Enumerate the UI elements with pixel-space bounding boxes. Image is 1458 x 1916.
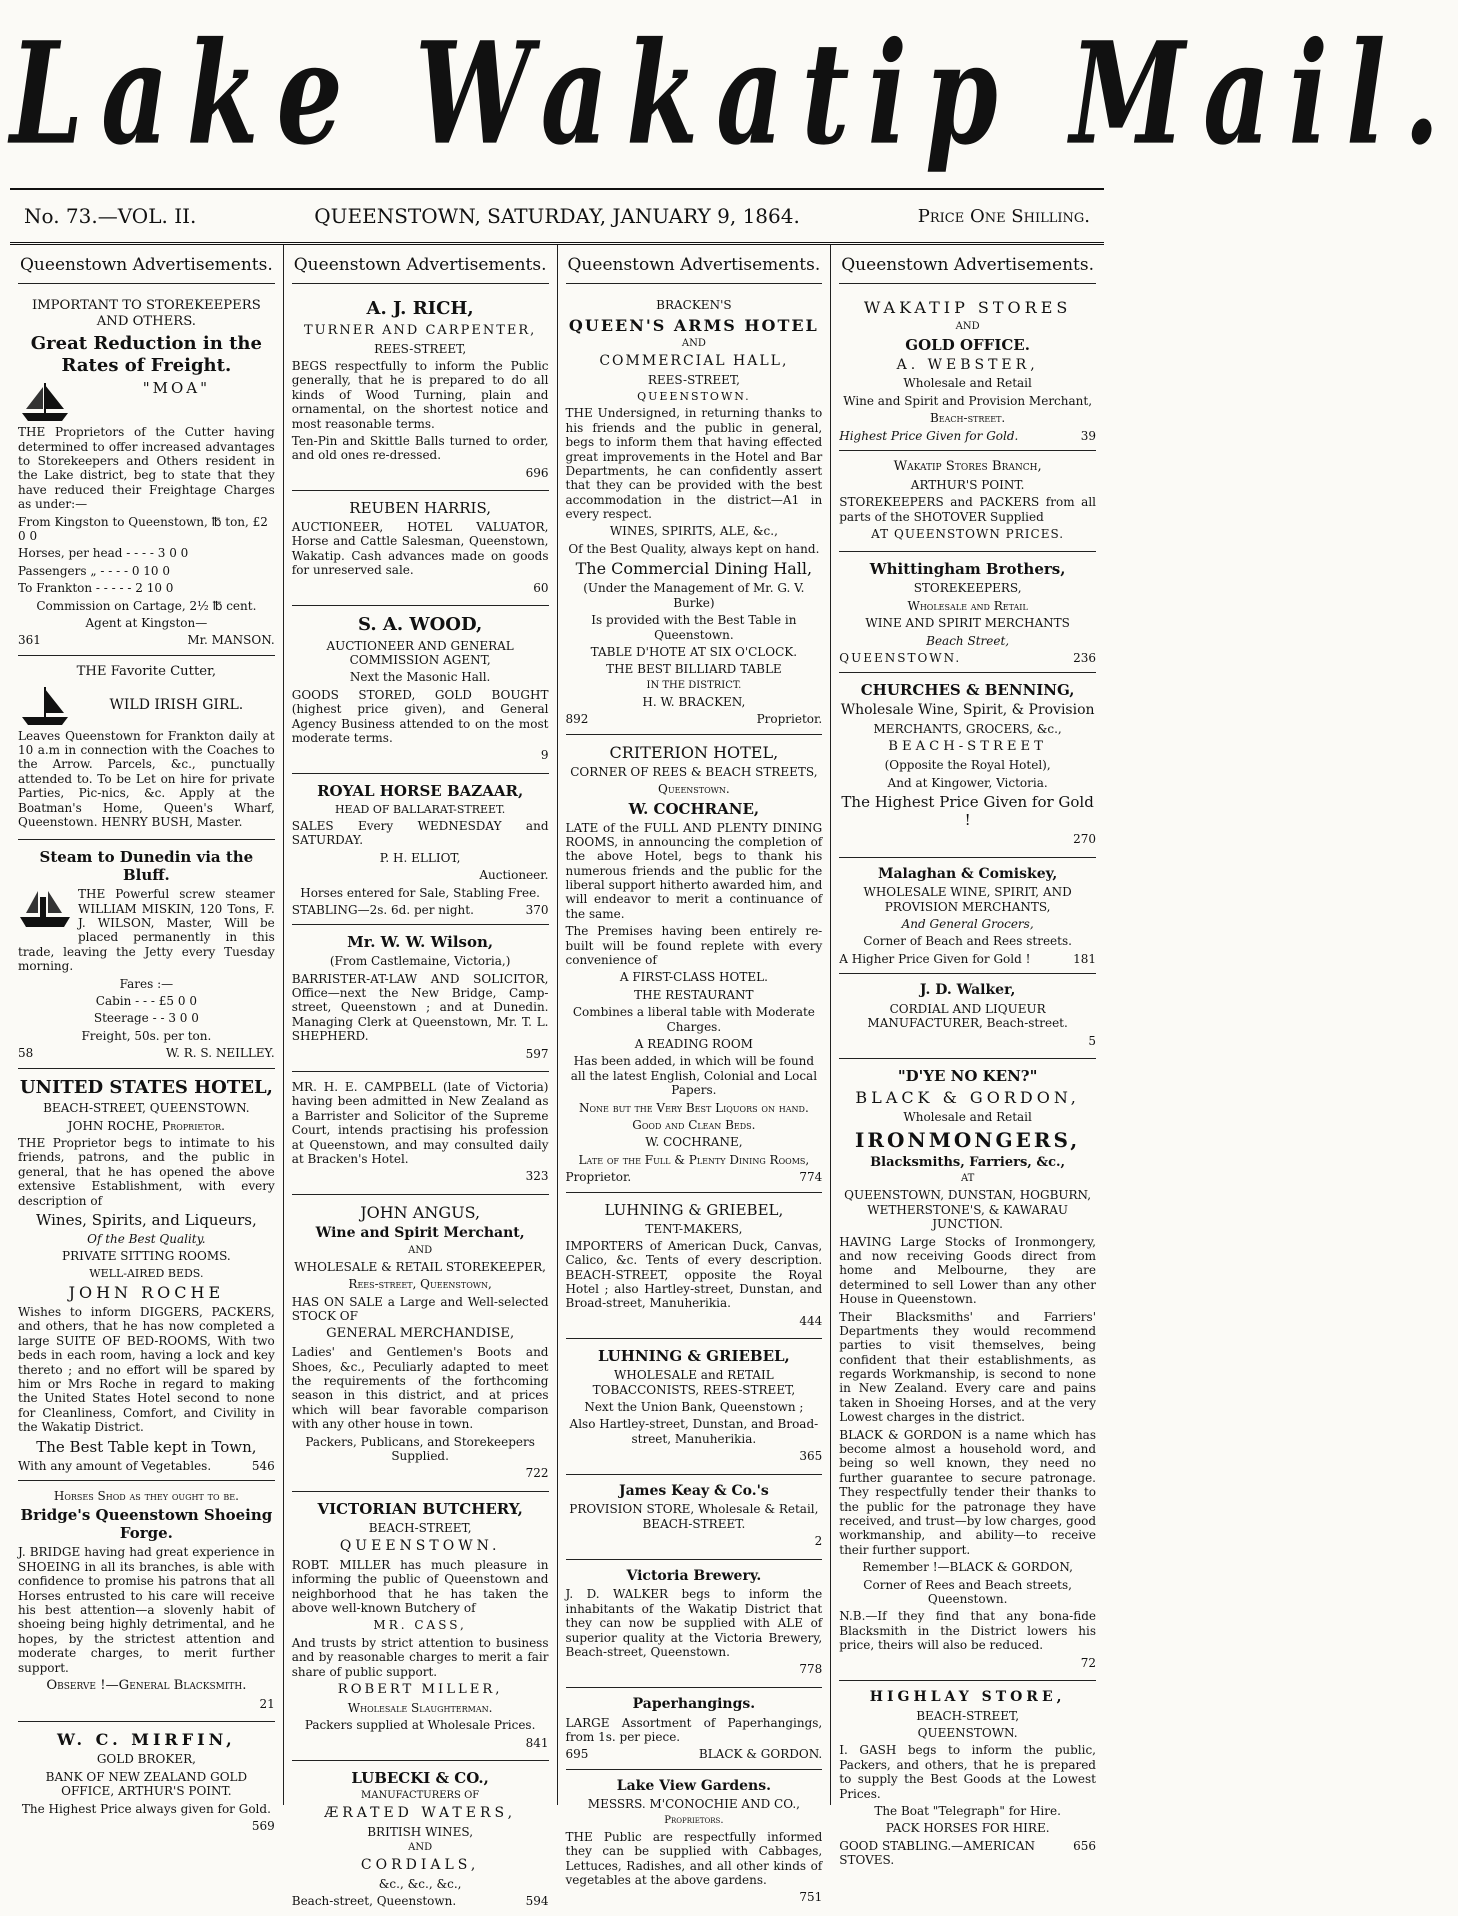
ad-mirfin <box>18 1722 275 1843</box>
ad-churches-benning <box>839 673 1096 857</box>
ad-title: Malaghan & Comiskey, <box>877 865 1058 882</box>
ad-body: GOODS STORED, GOLD BOUGHT (highest price given), and General Agency Business attended to on the most moderate terms. <box>291 687 549 745</box>
ad-line: Late of the Full & Plenty Dining Rooms, <box>578 1152 810 1167</box>
ad-role: Proprietors. <box>664 1814 724 1826</box>
ad-steam-dunedin <box>18 840 275 1068</box>
ad-line: Remember !—BLACK & GORDON, <box>862 1560 1073 1575</box>
ad-lubecki <box>292 1761 549 1916</box>
ad-line: Combines a liberal table with Moderate Charges. <box>572 1005 815 1034</box>
ad-subtitle: Wholesale and Retail <box>903 1110 1032 1125</box>
ad-line: (Opposite the Royal Hotel), <box>884 758 1051 773</box>
ad-line: AT <box>960 1173 975 1185</box>
steamer-icon <box>18 887 72 931</box>
ad-subtitle: (From Castlemaine, Victoria,) <box>329 954 511 969</box>
ad-subtitle: ARTHUR'S POINT. <box>910 477 1025 492</box>
newspaper-title: Lake Wakatip Mail. <box>10 10 1458 177</box>
ad-subtitle: The Commercial Dining Hall, <box>575 559 813 579</box>
ad-number: 21 <box>259 1696 275 1711</box>
ad-queens-arms <box>566 290 823 734</box>
ad-address: Beach Street, <box>926 633 1010 648</box>
ad-subtitle: MESSRS. M'CONOCHIE AND CO., <box>587 1797 800 1812</box>
ad-line: Horses entered for Sale, Stabling Free. <box>300 885 540 900</box>
ad-line: Wines, Spirits, and Liqueurs, <box>35 1210 257 1229</box>
ad-line: &c., &c., &c., <box>378 1876 462 1891</box>
ad-heading: "D'YE NO KEN?" <box>897 1067 1038 1086</box>
ad-subtitle: Wine and Spirit Merchant, <box>315 1224 525 1241</box>
ad-title: BLACK & GORDON, <box>855 1088 1080 1108</box>
ad-body: J. D. WALKER begs to inform the inhabitants of the Wakatip District that they can now be supplied with ALE of superior quality at the Victoria Brewery, Beach-street, Queenstown. <box>565 1587 823 1659</box>
rate-line: To Frankton - - - - - 2 10 0 <box>18 581 174 596</box>
ad-title: JOHN ANGUS, <box>360 1202 481 1222</box>
ad-title: Victoria Brewery. <box>626 1567 762 1584</box>
ad-body: WHOLESALE and RETAIL TOBACCONISTS, REES-STREET, <box>592 1368 796 1397</box>
ad-line: AND <box>408 1842 433 1854</box>
ad-address: BEACH-STREET, <box>368 1520 472 1535</box>
ad-line: IN THE DISTRICT. <box>646 679 742 691</box>
vessel-name: "MOA" <box>142 379 211 398</box>
ad-line: Of the Best Quality, always kept on hand. <box>568 541 820 556</box>
ad-body: BARRISTER-AT-LAW AND SOLICITOR, Office—next the New Bridge, Camp-street, Queenstown ; and at Dunedin. Managing Clerk at Queenstown, Mr. T. L. SHEPHERD. <box>291 971 549 1044</box>
ad-number: 9 <box>540 748 549 763</box>
ad-body: HAS ON SALE a Large and Well-selected STOCK OF <box>291 1294 549 1323</box>
column-heading: Queenstown Advertisements. <box>839 245 1096 284</box>
ad-body: THE Powerful screw steamer WILLIAM MISKIN, 120 Tons, F. J. WILSON, Master, Will be placed permanently in this trade, leaving the Jetty every Tuesday morning. <box>18 887 275 974</box>
ad-subtitle: STOREKEEPERS, <box>913 581 1022 596</box>
ad-body: Wine and Spirit and Provision Merchant, <box>843 393 1093 408</box>
ship-icon <box>18 683 72 727</box>
ad-wakatip-stores <box>839 290 1096 451</box>
ad-subtitle: Blacksmiths, Farriers, &c., <box>870 1154 1066 1170</box>
ad-body: SALES Every WEDNESDAY and SATURDAY. <box>291 818 549 848</box>
ad-title: QUEEN'S ARMS HOTEL <box>568 315 819 335</box>
ad-line: TABLE D'HOTE AT SIX O'CLOCK. <box>590 645 798 659</box>
ad-line: AND <box>408 1244 433 1256</box>
ad-body: J. BRIDGE having had great experience in SHOEING in all its branches, is able with confidence to promise his patrons that all Horses entrusted to his care will receive his best attention—a slovenly habit of shoeing being highly detrimental, and he hopes, by the strictest attention and moderate charges, to merit further support. <box>18 1545 275 1675</box>
ad-horse-bazaar <box>292 774 549 926</box>
ad-number: 236 <box>1073 650 1096 665</box>
place-date: QUEENSTOWN, SATURDAY, JANUARY 9, 1864. <box>314 204 800 228</box>
ad-body: And trusts by strict attention to business and by reasonable charges to merit a fair share of public support. <box>291 1635 549 1679</box>
ad-line: ÆRATED WATERS, <box>324 1805 517 1821</box>
ad-title: LUHNING & GRIEBEL, <box>597 1347 790 1366</box>
ad-line: THE BEST BILLIARD TABLE <box>606 662 782 677</box>
ad-line: Is provided with the Best Table in Queenstown. <box>591 613 797 642</box>
ad-number: 444 <box>799 1313 823 1328</box>
ad-black-gordon <box>839 1059 1096 1681</box>
ad-line: WELL-AIRED BEDS. <box>89 1266 204 1280</box>
ad-line: None but the Very Best Liquors on hand. <box>578 1100 809 1115</box>
ad-name: BLACK & GORDON. <box>698 1747 823 1762</box>
ad-role: Wholesale Slaughterman. <box>347 1700 493 1715</box>
ad-address: Next the Masonic Hall. <box>349 670 491 685</box>
ad-address: CORNER OF REES & BEACH STREETS, <box>570 764 818 779</box>
masthead <box>10 0 1458 190</box>
ad-line: CORDIALS, <box>360 1857 480 1874</box>
ad-title: J. D. Walker, <box>919 982 1016 999</box>
ad-number: 722 <box>525 1466 549 1481</box>
ad-body: ROBT. MILLER has much pleasure in informing the public of Queenstown and neighborhood that he has taken the above well-known Butchery of <box>291 1557 549 1616</box>
ad-address: BEACH-STREET, QUEENSTOWN. <box>43 1101 250 1116</box>
ad-line: And General Grocers, <box>901 917 1034 932</box>
ship-icon <box>18 379 72 423</box>
ad-number: 361 <box>18 633 41 648</box>
ad-body: WHOLESALE WINE, SPIRIT, AND PROVISION MERCHANTS, <box>863 885 1072 914</box>
ad-line: With any amount of Vegetables. <box>18 1458 212 1473</box>
ad-malaghan <box>839 858 1096 975</box>
column-4 <box>831 245 1104 1868</box>
ad-title: A. J. RICH, <box>366 298 474 320</box>
ad-line: The Highest Price Given for Gold ! <box>841 793 1094 830</box>
ad-subtitle: Wholesale and Retail <box>903 376 1032 391</box>
ad-title: Bridge's Queenstown Shoeing Forge. <box>20 1506 273 1543</box>
ad-title: Great Reduction in the Rates of Freight. <box>30 333 262 376</box>
ad-body: THE Proprietor begs to intimate to his friends, patrons, and the public in general, that he has opened the above extensive Establishment, with every description of <box>18 1135 275 1208</box>
ad-title: HIGHLAY STORE, <box>869 1688 1066 1705</box>
ad-line: The Highest Price always given for Gold. <box>21 1801 271 1816</box>
column-2 <box>284 245 558 1909</box>
ad-line: GOOD STABLING.—AMERICAN STOVES. <box>839 1838 1036 1868</box>
ad-number: 2 <box>814 1534 823 1549</box>
ad-subtitle: WHOLESALE & RETAIL STOREKEEPER, <box>294 1259 546 1274</box>
ad-address: BEACH-STREET <box>888 739 1047 755</box>
ad-address: Corner of Beach and Rees streets. <box>863 934 1072 949</box>
ad-title: Whittingham Brothers, <box>869 560 1066 579</box>
ad-whittingham <box>839 552 1096 673</box>
ad-subtitle: Wholesale and Retail <box>907 598 1028 613</box>
ad-role: Proprietor. <box>756 712 823 727</box>
ad-body: THE Proprietors of the Cutter having determined to offer increased advantages to Storekeepers and Others resident in the Lake district, beg to state that they have reduced their Freightage Charges as under:— <box>18 425 275 512</box>
agent-line: Agent at Kingston— <box>85 615 208 630</box>
ad-jd-walker <box>839 974 1096 1059</box>
ad-shoeing-forge <box>18 1481 275 1722</box>
ad-address: Beach-street, Queenstown. <box>291 1894 457 1909</box>
ad-line: GENERAL MERCHANDISE, <box>326 1326 515 1342</box>
rate-line: From Kingston to Queenstown, ℔ ton, £2 0 0 <box>18 514 268 543</box>
fare-line: Freight, 50s. per ton. <box>81 1028 212 1043</box>
ad-subtitle: TENT-MAKERS, <box>645 1221 743 1236</box>
ad-luhning-tobacco <box>566 1339 823 1474</box>
ad-body: IMPORTERS of American Duck, Canvas, Calico, &c. Tents of every description. BEACH-STREET, opposite the Royal Hotel ; also Hartley-street, Dunstan, and Broad-street, Manuherikia. <box>565 1238 823 1311</box>
agent-name: Mr. MANSON. <box>187 633 275 648</box>
ad-number: 841 <box>525 1735 549 1750</box>
rate-line: Passengers „ - - - - 0 10 0 <box>18 563 171 578</box>
ad-name: A. WEBSTER, <box>896 356 1039 373</box>
ad-line: Next the Union Bank, Queenstown ; <box>584 1400 804 1415</box>
ad-body: The Premises having been entirely re-built will be found replete with every convenience of <box>565 924 823 968</box>
ad-criterion <box>566 735 823 1193</box>
ad-body: I. GASH begs to inform the public, Packers, and others, that he is prepared to supply the Best Goods at the Lowest Prices. <box>839 1743 1096 1801</box>
ad-campbell <box>292 1072 549 1195</box>
ad-wood <box>292 606 549 774</box>
ad-number: 597 <box>525 1046 549 1061</box>
ad-body: BLACK & GORDON is a name which has become almost a household word, and being so well known, they need no further guarantee to secure patronage. They respectfully tender their thanks to the public for the patronage they have received, and trust—by low charges, good workmanship, and ability—to receive their further support. <box>839 1427 1096 1557</box>
ad-line: MR. CASS, <box>373 1618 467 1633</box>
issue-number: No. 73.—VOL. II. <box>24 204 197 228</box>
ad-line: (Under the Management of Mr. G. V. Burke) <box>583 581 805 610</box>
ad-number: 58 <box>18 1046 34 1061</box>
ad-rich <box>292 290 549 491</box>
ad-number: 569 <box>251 1818 275 1833</box>
ad-body: Their Blacksmiths' and Farriers' Departments they would recommend parties to visit themselves, being confident that their establishments, as regards Workmanship, is second to none in New Zealand. Every care and pains taken in Shoeing Horses, and at the very Lowest charges in the district. <box>839 1309 1096 1425</box>
column-3 <box>558 245 832 1905</box>
ad-town: QUEENSTOWN. <box>839 650 962 665</box>
ad-address: BEACH-STREET, <box>916 1708 1020 1723</box>
ad-title: James Keay & Co.'s <box>618 1482 769 1499</box>
ad-number: 323 <box>525 1169 549 1184</box>
fare-line: Cabin - - - £5 0 0 <box>95 994 197 1009</box>
ad-line: The Best Table kept in Town, <box>36 1437 257 1456</box>
vessel-name: WILD IRISH GIRL. <box>109 696 244 713</box>
ad-title: LUBECKI & CO., <box>351 1769 489 1787</box>
ad-wakatip-branch <box>839 451 1096 552</box>
ad-role: Auctioneer. <box>479 868 549 883</box>
ad-heading: IMPORTANT TO STOREKEEPERS AND OTHERS. <box>31 298 261 330</box>
ad-title: CHURCHES & BENNING, <box>860 681 1075 700</box>
ad-number: 778 <box>799 1662 823 1677</box>
ad-name: W. COCHRANE, <box>628 799 760 818</box>
price: Price One Shilling. <box>917 205 1090 227</box>
ad-title: Mr. W. W. Wilson, <box>347 933 494 952</box>
ad-address: REES-STREET, <box>374 341 467 356</box>
ad-victorian-butchery <box>292 1492 549 1761</box>
fare-line: Steerage - - 3 0 0 <box>93 1011 199 1026</box>
ad-subtitle: TURNER AND CARPENTER, <box>303 322 537 338</box>
ad-number: 270 <box>1073 832 1096 847</box>
ad-heading: Horses Shod as they ought to be. <box>53 1489 239 1503</box>
ad-body: HAVING Large Stocks of Ironmongery, and now receiving Goods direct from home and Melbourne, they are determined to sell Lower than any other House in Queenstown. <box>839 1234 1096 1307</box>
ad-town: QUEENSTOWN. <box>339 1538 501 1555</box>
ad-number: 751 <box>799 1890 823 1905</box>
ad-subtitle: MERCHANTS, GROCERS, &c., <box>873 722 1062 737</box>
ad-line: A READING ROOM <box>634 1037 753 1051</box>
column-heading: Queenstown Advertisements. <box>292 245 549 284</box>
ad-line: The Boat "Telegraph" for Hire. <box>874 1804 1061 1819</box>
column-heading: Queenstown Advertisements. <box>566 245 823 284</box>
ad-number: 72 <box>1080 1655 1096 1670</box>
ad-number: 695 <box>565 1747 589 1762</box>
ad-body: Leaves Queenstown for Frankton daily at 10 a.m in connection with the Coaches to the Arrow. Parcels, &c., punctually attended to. To be Let on hire for private Parties, Pic-nics, &c. Apply at the Boatman's Home, Queen's Wharf, Queenstown. HENRY BUSH, Master. <box>18 728 275 829</box>
agent-name: W. R. S. NEILLEY. <box>165 1046 275 1061</box>
ad-subtitle: Wholesale Wine, Spirit, & Provision <box>840 702 1095 719</box>
ad-title: S. A. WOOD, <box>358 614 483 636</box>
ad-line: Packers, Publicans, and Storekeepers Supplied. <box>305 1434 535 1463</box>
ad-body: BANK OF NEW ZEALAND GOLD OFFICE, ARTHUR'S POINT. <box>45 1769 248 1799</box>
rate-line: Horses, per head - - - - 3 0 0 <box>18 546 189 561</box>
ad-keay <box>566 1475 823 1560</box>
ad-lake-view-gardens <box>566 1770 823 1915</box>
ad-line: AND <box>681 337 706 349</box>
ad-body: PROVISION STORE, Wholesale & Retail, BEACH-STREET. <box>569 1502 819 1531</box>
ad-town: QUEENSTOWN. <box>637 390 751 404</box>
ad-subtitle: JOHN ROCHE <box>68 1282 225 1302</box>
ad-title: WAKATIP STORES <box>863 298 1072 318</box>
ad-title: ROYAL HORSE BAZAAR, <box>317 781 524 800</box>
ad-title: Paperhangings. <box>632 1695 756 1712</box>
ad-number: 60 <box>533 580 549 595</box>
ad-line: Of the Best Quality. <box>87 1231 206 1246</box>
ad-address: REES-STREET, <box>647 372 740 387</box>
ad-line: Packers supplied at Wholesale Prices. <box>304 1718 536 1733</box>
ad-number: 696 <box>525 465 549 480</box>
ad-line: WINES, SPIRITS, ALE, &c., <box>609 524 778 539</box>
ad-title: Steam to Dunedin via the Bluff. <box>39 848 254 885</box>
ad-line: Has been added, in which will be found all the latest English, Colonial and Local Papers. <box>570 1054 818 1098</box>
ad-proprietor: JOHN ROCHE, Proprietor. <box>67 1118 225 1133</box>
ad-title: W. C. MIRFIN, <box>57 1730 236 1750</box>
ad-name: P. H. ELLIOT, <box>379 850 461 865</box>
ad-heading: THE Favorite Cutter, <box>76 663 217 679</box>
ad-title: Wakatip Stores Branch, <box>893 458 1042 474</box>
ad-body: Ten-Pin and Skittle Balls turned to order, and old ones re-dressed. <box>291 433 549 463</box>
ad-united-states-hotel <box>18 1069 275 1481</box>
ad-line: A FIRST-CLASS HOTEL. <box>619 970 768 985</box>
ad-line: THE RESTAURANT <box>634 987 754 1002</box>
ad-line: Good and Clean Beds. <box>632 1117 756 1132</box>
column-heading: Queenstown Advertisements. <box>18 245 275 284</box>
ad-address: Corner of Rees and Beach streets, Queenstown. <box>863 1577 1072 1606</box>
ad-title: VICTORIAN BUTCHERY, <box>317 1499 523 1518</box>
fares-label: Fares :— <box>119 976 174 991</box>
ad-number: 370 <box>525 902 549 917</box>
ad-line: N.B.—If they find that any bona-fide Blacksmith in the District lowers his price, theirs will also be reduced. <box>839 1609 1096 1653</box>
ad-town: QUEENSTOWN. <box>917 1726 1018 1741</box>
ad-wild-irish-girl <box>18 656 275 841</box>
ad-town: Queenstown. <box>658 782 730 797</box>
ad-wilson <box>292 925 549 1072</box>
ad-title: CRITERION HOTEL, <box>609 742 779 762</box>
ad-number: 656 <box>1073 1838 1096 1853</box>
ad-victoria-brewery <box>566 1560 823 1688</box>
column-1 <box>10 245 284 1833</box>
ad-title: IRONMONGERS, <box>855 1127 1081 1152</box>
ad-body: STOREKEEPERS and PACKERS from all parts of the SHOTOVER Supplied <box>839 495 1096 524</box>
ad-body: CORDIAL AND LIQUEUR MANUFACTURER, Beach-street. <box>867 1002 1068 1031</box>
ad-angus <box>292 1195 549 1492</box>
ad-name: W. COCHRANE, <box>645 1135 743 1150</box>
ad-number: 546 <box>251 1458 275 1473</box>
ad-title: GOLD OFFICE. <box>905 335 1030 354</box>
ad-number: 5 <box>1088 1033 1096 1048</box>
ad-address: Rees-street, Queenstown, <box>348 1277 492 1292</box>
columns <box>10 245 1104 1909</box>
ad-address: HEAD OF BALLARAT-STREET. <box>334 802 506 816</box>
ad-body: WINE AND SPIRIT MERCHANTS <box>865 616 1070 631</box>
ad-number: 774 <box>799 1170 823 1185</box>
ad-body: LARGE Assortment of Paperhangings, from 1s. per piece. <box>565 1715 823 1744</box>
ad-address: Beach-street. <box>929 411 1006 426</box>
ad-line: STABLING—2s. 6d. per night. <box>291 902 474 917</box>
ad-line: Also Hartley-street, Dunstan, and Broad-street, Manuherikia. <box>569 1417 819 1446</box>
ad-number: 594 <box>525 1894 549 1909</box>
ad-line: Observe !—General Blacksmith. <box>46 1677 247 1693</box>
ad-subtitle: GOLD BROKER, <box>96 1752 196 1767</box>
ad-title: LUHNING & GRIEBEL, <box>604 1200 784 1219</box>
ad-line: AT QUEENSTOWN PRICES. <box>871 526 1065 541</box>
ad-body: AUCTIONEER, HOTEL VALUATOR, Horse and Cattle Salesman, Queenstown, Wakatip. Cash advances made on goods for unreserved sale. <box>291 520 549 578</box>
ad-body: LATE of the FULL AND PLENTY DINING ROOMS, in announcing the completion of the above Hotel, begs to thank his numerous friends and the public for the liberal support hitherto awarded him, and will endeavor to merit a continuance of the same. <box>565 820 823 921</box>
ad-body: BEGS respectfully to inform the Public generally, that he is prepared to do all kinds of Wood Turning, plain and ornamental, on the shortest notice and most reasonable terms. <box>291 358 549 431</box>
ad-number: 39 <box>1080 428 1096 443</box>
ad-paperhangings <box>566 1688 823 1770</box>
ad-role: Proprietor. <box>565 1170 632 1185</box>
ad-line: Highest Price Given for Gold. <box>839 428 1019 443</box>
ad-number: 181 <box>1073 951 1096 966</box>
ad-line: BRITISH WINES, <box>367 1824 474 1839</box>
ad-body: THE Undersigned, in returning thanks to his friends and the public in general, begs to inform them that having effected great improvements in the Hotel and Bar Departments, he can confidently assert that they can be provided with the best accommodation in the district—A1 in every respect. <box>565 406 823 522</box>
ad-name: ROBERT MILLER, <box>337 1681 503 1697</box>
ad-name: H. W. BRACKEN, <box>642 694 746 709</box>
ad-body: THE Public are respectfully informed they can be supplied with Cabbages, Lettuces, Radishes, and all other kinds of vegetables at the above gardens. <box>565 1829 823 1888</box>
ad-line: And at Kingower, Victoria. <box>887 775 1048 790</box>
ad-title: UNITED STATES HOTEL, <box>19 1076 273 1098</box>
rate-line: Commission on Cartage, 2½ ℔ cent. <box>36 598 257 613</box>
ad-body: Wishes to inform DIGGERS, PACKERS, and others, that he has now completed a large SUITE OF BED-ROOMS, With two beds in each room, having a lock and key thereto ; and no effort will be spared by him or Mrs Roche in regard to making the United States Hotel second to none for Cleanliness, Comfort, and Civility in the Wakatip District. <box>18 1305 275 1435</box>
ad-line: A Higher Price Given for Gold ! <box>839 951 1031 966</box>
ad-title: REUBEN HARRIS, <box>349 499 491 518</box>
ad-highlay-store <box>839 1681 1096 1875</box>
ad-body: MR. H. E. CAMPBELL (late of Victoria) having been admitted in New Zealand as a Barrister and Solicitor of the Supreme Court, intends practising his profession at Queenstown, and may consulted daily at Bracken's Hotel. <box>291 1080 549 1166</box>
ad-number: 365 <box>799 1449 823 1464</box>
ad-moa <box>18 290 275 655</box>
ad-subtitle: AUCTIONEER AND GENERAL COMMISSION AGENT, <box>326 638 514 668</box>
ad-title: COMMERCIAL HALL, <box>599 352 789 369</box>
ad-body: Ladies' and Gentlemen's Boots and Shoes, &c., Peculiarly adapted to meet the requirements of the forthcoming season in this district, and at prices which will bear favorable comparison with any other house in town. <box>291 1345 549 1432</box>
ad-line: AND <box>955 320 980 332</box>
ad-line: PACK HORSES FOR HIRE. <box>885 1821 1050 1836</box>
ad-line: QUEENSTOWN, DUNSTAN, HOGBURN, WETHERSTONE'S, & KAWARAU JUNCTION. <box>844 1188 1092 1232</box>
ad-subtitle: MANUFACTURERS OF <box>361 1790 480 1801</box>
ad-line: PRIVATE SITTING ROOMS. <box>62 1249 231 1264</box>
ad-number: 892 <box>565 712 589 727</box>
ad-harris <box>292 491 549 606</box>
ad-title: Lake View Gardens. <box>616 1777 771 1794</box>
ad-luhning-tents <box>566 1193 823 1340</box>
ad-heading: BRACKEN'S <box>656 298 732 313</box>
